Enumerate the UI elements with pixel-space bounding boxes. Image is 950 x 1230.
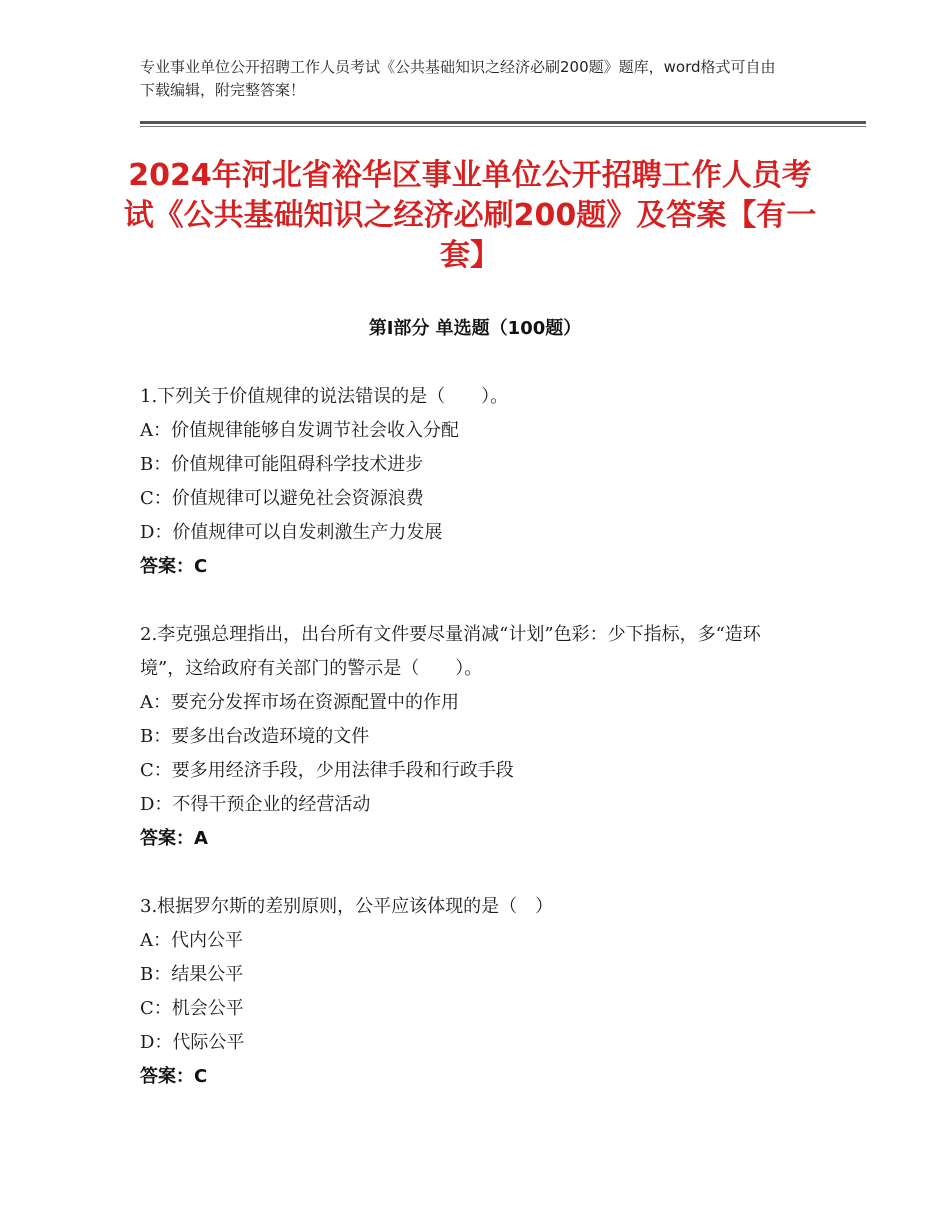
question-list (140, 380, 800, 1128)
option-a: A：代内公平 (140, 930, 243, 951)
header-note: 专业事业单位公开招聘工作人员考试《公共基础知识之经济必刷200题》题库，word格式可自由下载编辑，附完整答案！ (140, 58, 776, 99)
option-a: A：价值规律能够自发调节社会收入分配 (140, 420, 459, 441)
question-stem: 2.李克强总理指出，出台所有文件要尽量消减“计划”色彩：少下指标，多“造环境”，这给政府有关部门的警示是（ ）。 (140, 624, 761, 679)
question-2 (140, 618, 800, 856)
option-b: B：结果公平 (140, 964, 244, 985)
option-d: D：价值规律可以自发刺激生产力发展 (140, 522, 443, 543)
answer-line: 答案：C (140, 1066, 208, 1087)
option-b: B：要多出台改造环境的文件 (140, 726, 370, 747)
question-stem: 3.根据罗尔斯的差别原则，公平应该体现的是（ ） (140, 896, 554, 917)
question-1 (140, 380, 800, 584)
header-divider (140, 121, 866, 124)
header-divider-thin (140, 126, 866, 127)
question-3 (140, 890, 800, 1094)
document-title: 2024年河北省裕华区事业单位公开招聘工作人员考试《公共基础知识之经济必刷200题》及答案【有一套】 (123, 158, 817, 273)
option-d: D：代际公平 (140, 1032, 245, 1053)
option-c: C：机会公平 (140, 998, 244, 1019)
option-a: A：要充分发挥市场在资源配置中的作用 (140, 692, 459, 713)
option-c: C：价值规律可以避免社会资源浪费 (140, 488, 424, 509)
option-d: D：不得干预企业的经营活动 (140, 794, 371, 815)
answer-line: 答案：C (140, 556, 208, 577)
answer-line: 答案：A (140, 828, 208, 849)
section-heading: 第Ⅰ部分 单选题（100题） (368, 318, 582, 339)
option-b: B：价值规律可能阻碍科学技术进步 (140, 454, 424, 475)
option-c: C：要多用经济手段，少用法律手段和行政手段 (140, 760, 514, 781)
question-stem: 1.下列关于价值规律的说法错误的是（ ）。 (140, 386, 509, 407)
